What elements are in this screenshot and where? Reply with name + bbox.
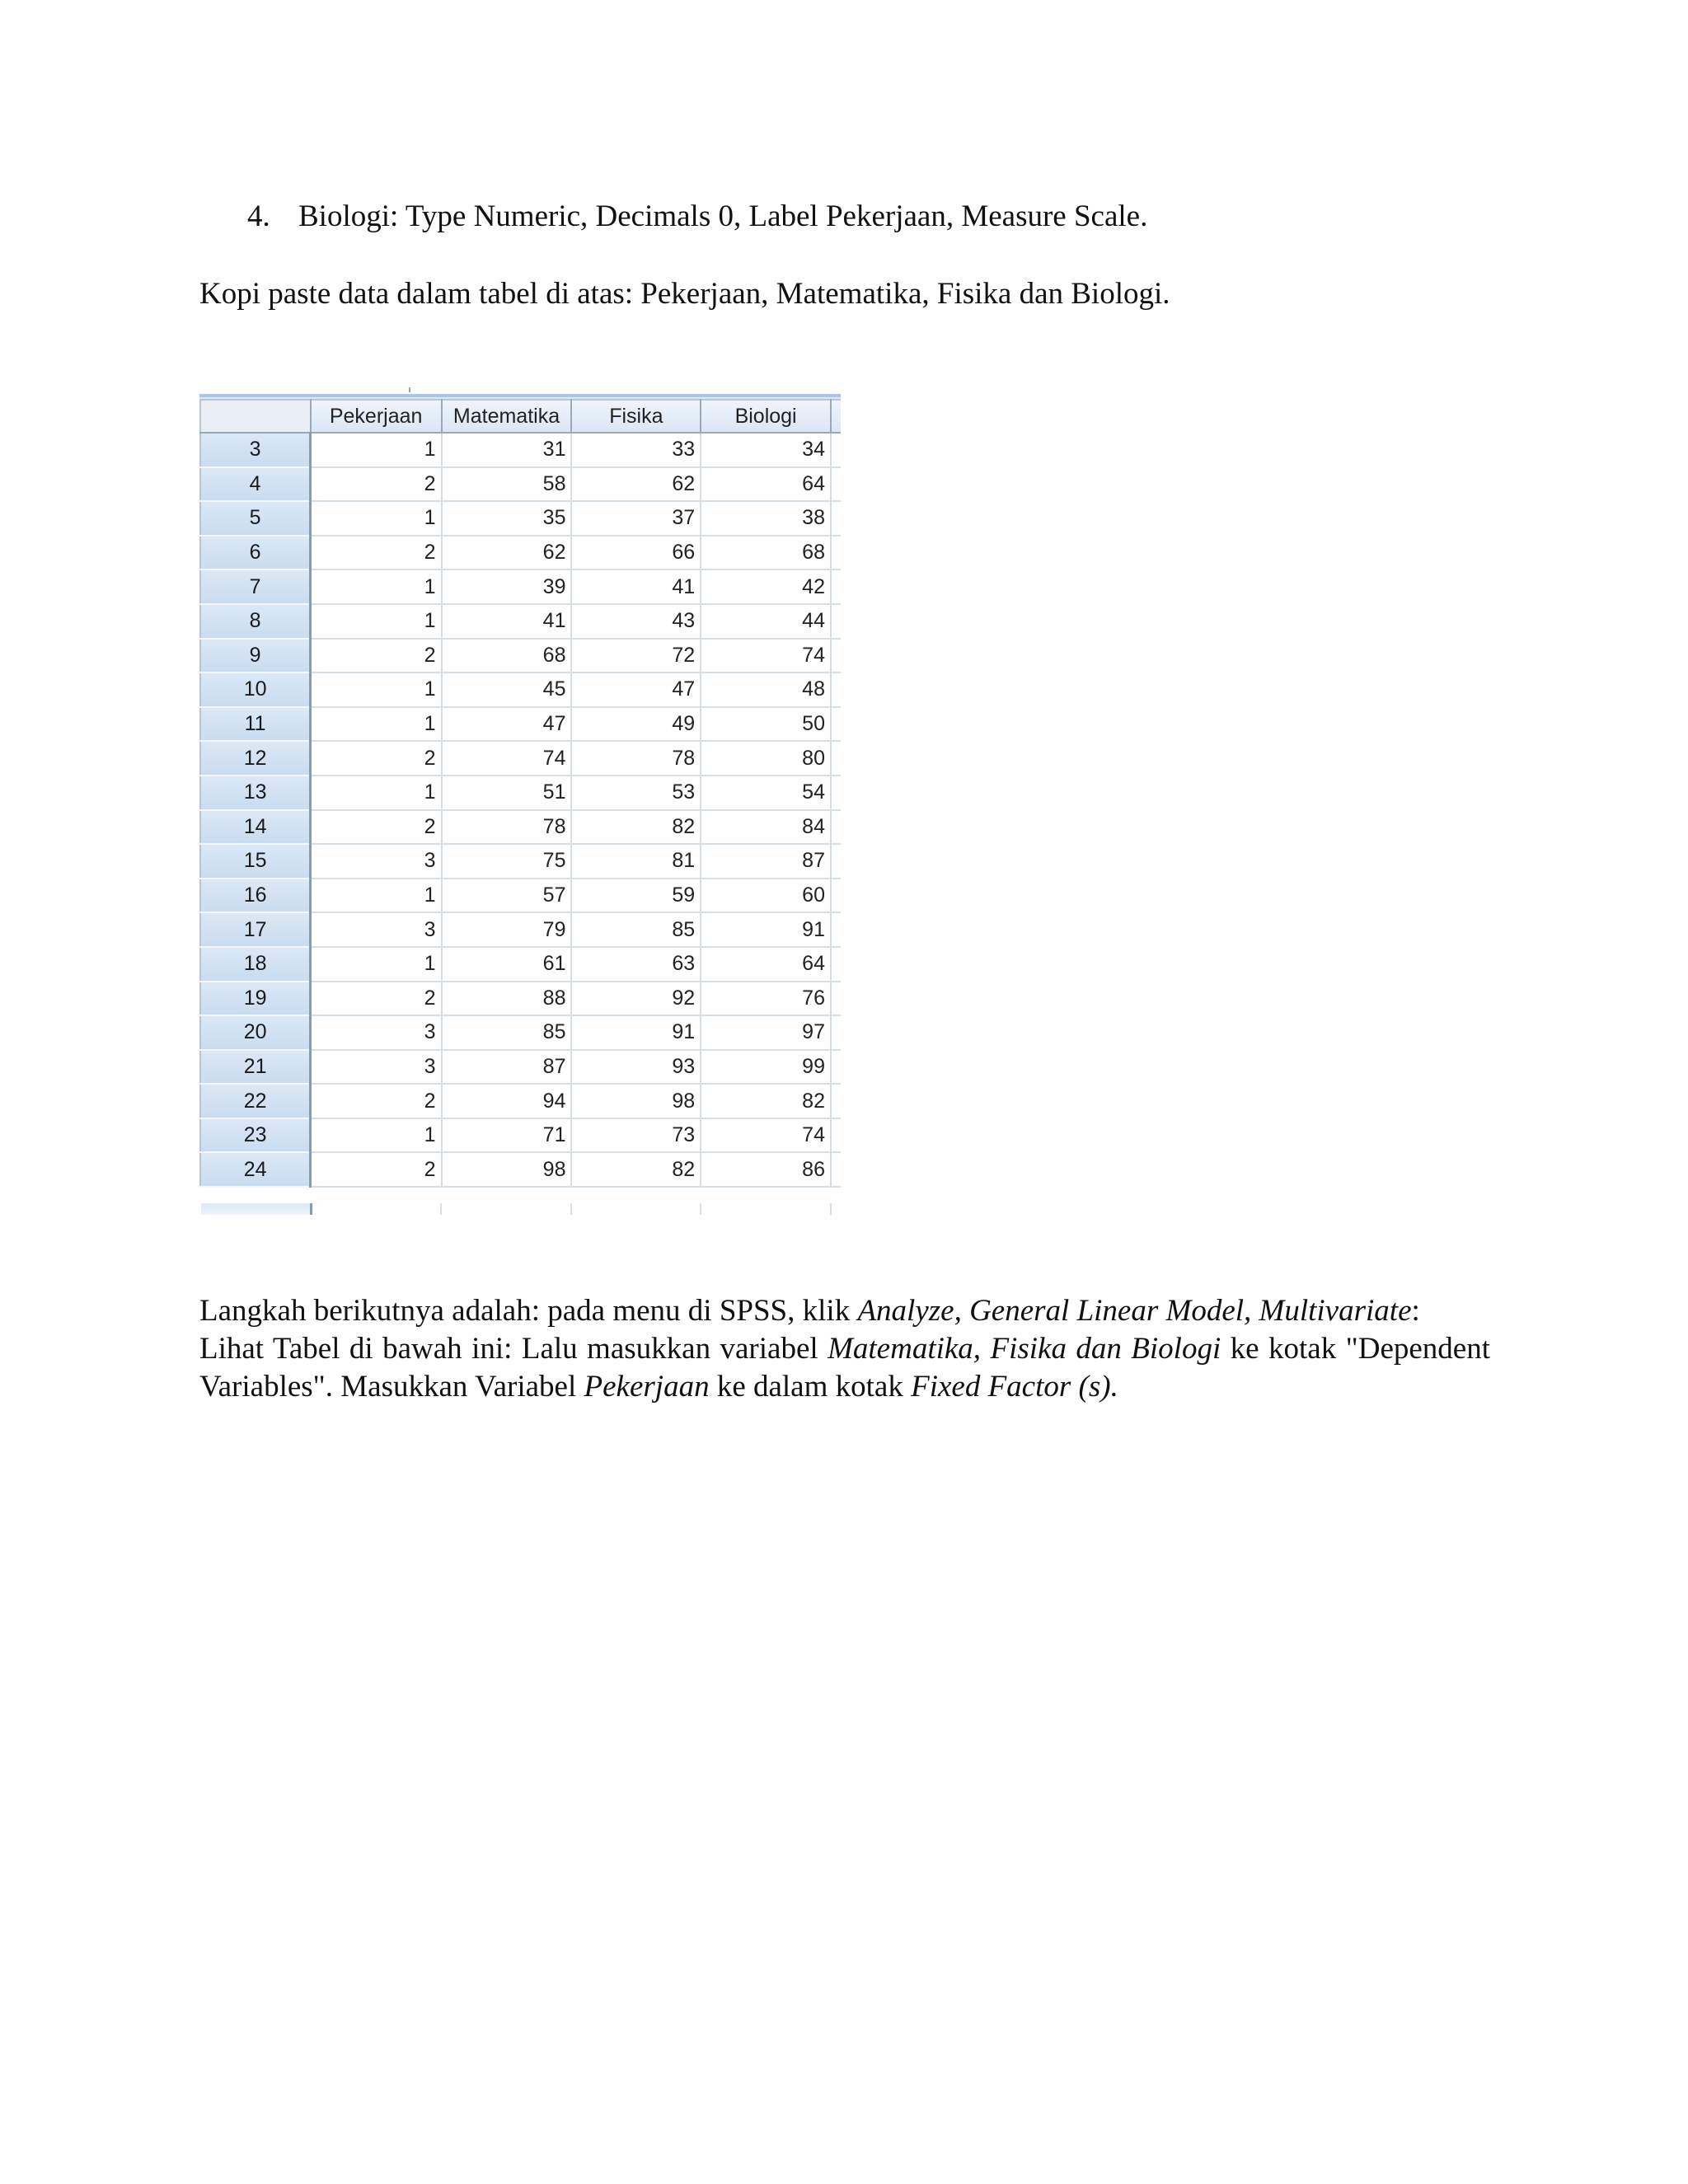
filler-cell xyxy=(831,1152,841,1187)
cell-fisika[interactable]: 49 xyxy=(571,707,701,742)
cell-biologi[interactable]: 54 xyxy=(701,776,831,810)
cell-pekerjaan[interactable]: 2 xyxy=(311,741,442,776)
cell-fisika[interactable]: 82 xyxy=(571,1152,701,1187)
table-row xyxy=(200,433,841,467)
row-number-cell[interactable]: 14 xyxy=(200,810,311,845)
filler-cell xyxy=(831,673,841,707)
header-row xyxy=(200,400,841,433)
filler-cell xyxy=(831,741,841,776)
row-number-cell[interactable]: 23 xyxy=(200,1118,311,1153)
filler-cell xyxy=(831,982,841,1016)
cell-fisika[interactable]: 62 xyxy=(571,467,701,502)
row-number-cell[interactable]: 7 xyxy=(200,569,311,604)
italic-run: Fixed Factor (s). xyxy=(911,1370,1118,1404)
cell-pekerjaan[interactable]: 3 xyxy=(311,1050,442,1085)
filler-cell xyxy=(831,467,841,502)
table-row xyxy=(200,810,841,845)
cell-biologi[interactable]: 34 xyxy=(701,433,831,467)
table-row xyxy=(200,947,841,982)
cell-matematika[interactable]: 35 xyxy=(442,501,572,536)
cell-pekerjaan[interactable]: 1 xyxy=(311,673,442,707)
cell-matematika[interactable]: 79 xyxy=(442,912,572,947)
cell-pekerjaan[interactable]: 2 xyxy=(311,467,442,502)
cell-biologi[interactable]: 76 xyxy=(701,982,831,1016)
cell-pekerjaan[interactable]: 1 xyxy=(311,569,442,604)
cell-matematika[interactable]: 68 xyxy=(442,639,572,673)
filler-cell xyxy=(831,810,841,845)
row-number-cell[interactable]: 9 xyxy=(200,639,311,673)
cell-fisika[interactable]: 92 xyxy=(571,982,701,1016)
cell-pekerjaan[interactable]: 1 xyxy=(311,501,442,536)
cell-pekerjaan[interactable]: 1 xyxy=(311,776,442,810)
table-row xyxy=(200,912,841,947)
list-number: 4. xyxy=(247,199,270,233)
cell-matematika[interactable]: 74 xyxy=(442,741,572,776)
list-item-4 xyxy=(247,196,1147,237)
row-number-cell[interactable]: 6 xyxy=(200,536,311,570)
cell-biologi[interactable]: 60 xyxy=(701,879,831,913)
table-row xyxy=(200,982,841,1016)
cell-fisika[interactable]: 93 xyxy=(571,1050,701,1085)
cell-fisika[interactable]: 33 xyxy=(571,433,701,467)
filler-cell xyxy=(831,776,841,810)
cell-pekerjaan[interactable]: 1 xyxy=(311,1118,442,1153)
cell-matematika[interactable]: 87 xyxy=(442,1050,572,1085)
cell-biologi[interactable]: 64 xyxy=(701,467,831,502)
cell-fisika[interactable]: 73 xyxy=(571,1118,701,1153)
cell-matematika[interactable]: 94 xyxy=(442,1084,572,1118)
cell-matematika[interactable]: 31 xyxy=(442,433,572,467)
corner-cell xyxy=(200,400,311,433)
table-row xyxy=(200,1118,841,1153)
list-item-text: Biologi: Type Numeric, Decimals 0, Label Pekerjaan, Measure Scale. xyxy=(298,199,1148,233)
row-number-cell[interactable]: 10 xyxy=(200,673,311,707)
cell-pekerjaan[interactable]: 2 xyxy=(311,982,442,1016)
row-number-cell[interactable]: 8 xyxy=(200,604,311,639)
filler-cell xyxy=(831,433,841,467)
row-number-cell[interactable]: 20 xyxy=(200,1015,311,1050)
row-number-cell[interactable]: 15 xyxy=(200,844,311,879)
table-row xyxy=(200,604,841,639)
cell-pekerjaan[interactable]: 3 xyxy=(311,844,442,879)
italic-run: Pekerjaan xyxy=(584,1370,710,1404)
cell-pekerjaan[interactable]: 2 xyxy=(311,639,442,673)
cell-matematika[interactable]: 39 xyxy=(442,569,572,604)
cell-biologi[interactable]: 44 xyxy=(701,604,831,639)
table-row xyxy=(200,776,841,810)
cell-matematika[interactable]: 98 xyxy=(442,1152,572,1187)
row-number-cell[interactable]: 18 xyxy=(200,947,311,982)
filler-cell xyxy=(831,1084,841,1118)
cell-fisika[interactable]: 91 xyxy=(571,1015,701,1050)
cell-biologi[interactable]: 99 xyxy=(701,1050,831,1085)
cell-biologi[interactable]: 42 xyxy=(701,569,831,604)
text-run: : xyxy=(1411,1294,1420,1328)
row-number-cell[interactable]: 21 xyxy=(200,1050,311,1085)
row-number-cell[interactable]: 4 xyxy=(200,467,311,502)
cell-biologi[interactable]: 74 xyxy=(701,1118,831,1153)
table-row xyxy=(200,1015,841,1050)
cell-matematika[interactable]: 47 xyxy=(442,707,572,742)
cell-biologi[interactable]: 87 xyxy=(701,844,831,879)
cell-biologi[interactable]: 91 xyxy=(701,912,831,947)
row-number-cell[interactable]: 3 xyxy=(200,433,311,467)
filler-cell xyxy=(831,569,841,604)
cell-pekerjaan[interactable]: 2 xyxy=(311,536,442,570)
cell-matematika[interactable]: 71 xyxy=(442,1118,572,1153)
column-header-next xyxy=(831,400,841,433)
table-row xyxy=(200,467,841,502)
table-row xyxy=(200,879,841,913)
cell-biologi[interactable]: 64 xyxy=(701,947,831,982)
cell-fisika[interactable]: 66 xyxy=(571,536,701,570)
text-run: ke kotak "Dependent Variables". Masukkan Variabel xyxy=(199,1332,1491,1404)
filler-cell xyxy=(831,501,841,536)
table-row xyxy=(200,741,841,776)
cell-matematika[interactable]: 61 xyxy=(442,947,572,982)
cell-matematika[interactable]: 62 xyxy=(442,536,572,570)
italic-run: Analyze, General Linear Model, Multivariate xyxy=(857,1294,1412,1328)
cell-fisika[interactable]: 98 xyxy=(571,1084,701,1118)
cell-fisika[interactable]: 72 xyxy=(571,639,701,673)
filler-cell xyxy=(831,639,841,673)
row-number-cell[interactable]: 11 xyxy=(200,707,311,742)
row-number-cell[interactable]: 19 xyxy=(200,982,311,1016)
cell-biologi[interactable]: 80 xyxy=(701,741,831,776)
cell-biologi[interactable]: 97 xyxy=(701,1015,831,1050)
cell-biologi[interactable]: 86 xyxy=(701,1152,831,1187)
column-header-biologi[interactable]: Biologi xyxy=(701,400,831,433)
paragraph-instructions xyxy=(199,1292,1490,1406)
cell-fisika[interactable]: 43 xyxy=(571,604,701,639)
row-number-cell[interactable]: 12 xyxy=(200,741,311,776)
cell-fisika[interactable]: 37 xyxy=(571,501,701,536)
cell-biologi[interactable]: 48 xyxy=(701,673,831,707)
toolbar-strip xyxy=(199,387,841,399)
cell-matematika[interactable]: 88 xyxy=(442,982,572,1016)
italic-run: Matematika, Fisika dan Biologi xyxy=(828,1332,1221,1366)
cell-matematika[interactable]: 58 xyxy=(442,467,572,502)
column-header-matematika[interactable]: Matematika xyxy=(442,400,572,433)
text-run: ke dalam kotak xyxy=(709,1370,912,1404)
cell-matematika[interactable]: 57 xyxy=(442,879,572,913)
cell-matematika[interactable]: 51 xyxy=(442,776,572,810)
filler-cell xyxy=(831,844,841,879)
cell-pekerjaan[interactable]: 1 xyxy=(311,879,442,913)
row-number-cell[interactable]: 13 xyxy=(200,776,311,810)
column-header-fisika[interactable]: Fisika xyxy=(571,400,701,433)
cell-matematika[interactable]: 41 xyxy=(442,604,572,639)
cell-fisika[interactable]: 82 xyxy=(571,810,701,845)
cell-fisika[interactable]: 47 xyxy=(571,673,701,707)
table-row xyxy=(200,844,841,879)
table-row xyxy=(200,1050,841,1085)
spss-data-grid xyxy=(199,399,841,1188)
cell-pekerjaan[interactable]: 2 xyxy=(311,1084,442,1118)
cell-fisika[interactable]: 78 xyxy=(571,741,701,776)
filler-cell xyxy=(831,1050,841,1085)
cell-fisika[interactable]: 41 xyxy=(571,569,701,604)
table-row xyxy=(200,707,841,742)
row-number-cell[interactable]: 17 xyxy=(200,912,311,947)
filler-cell xyxy=(831,707,841,742)
filler-cell xyxy=(831,1015,841,1050)
spss-data-view-screenshot xyxy=(199,387,841,1218)
table-row xyxy=(200,1152,841,1187)
table-row xyxy=(200,501,841,536)
table-row xyxy=(200,1084,841,1118)
cell-biologi[interactable]: 38 xyxy=(701,501,831,536)
table-row xyxy=(200,639,841,673)
cell-fisika[interactable]: 63 xyxy=(571,947,701,982)
cell-pekerjaan[interactable]: 2 xyxy=(311,810,442,845)
row-number-cell[interactable]: 5 xyxy=(200,501,311,536)
cell-biologi[interactable]: 82 xyxy=(701,1084,831,1118)
cell-biologi[interactable]: 68 xyxy=(701,536,831,570)
paragraph-copy-paste: Kopi paste data dalam tabel di atas: Pekerjaan, Matematika, Fisika dan Biologi. xyxy=(199,277,1170,311)
row-number-cell[interactable]: 16 xyxy=(200,879,311,913)
paragraph-analyze xyxy=(199,1292,1490,1330)
cell-pekerjaan[interactable]: 3 xyxy=(311,912,442,947)
cell-biologi[interactable]: 84 xyxy=(701,810,831,845)
text-run: Langkah berikutnya adalah: pada menu di SPSS, klik xyxy=(199,1294,858,1328)
cell-matematika[interactable]: 85 xyxy=(442,1015,572,1050)
filler-cell xyxy=(831,1118,841,1153)
cell-pekerjaan[interactable]: 1 xyxy=(311,604,442,639)
cell-pekerjaan[interactable]: 1 xyxy=(311,433,442,467)
column-header-pekerjaan[interactable]: Pekerjaan xyxy=(311,400,442,433)
cell-biologi[interactable]: 50 xyxy=(701,707,831,742)
cell-fisika[interactable]: 85 xyxy=(571,912,701,947)
row-number-cell[interactable]: 22 xyxy=(200,1084,311,1118)
cell-pekerjaan[interactable]: 3 xyxy=(311,1015,442,1050)
cell-matematika[interactable]: 45 xyxy=(442,673,572,707)
filler-cell xyxy=(831,912,841,947)
table-row xyxy=(200,673,841,707)
cell-pekerjaan[interactable]: 1 xyxy=(311,947,442,982)
cell-fisika[interactable]: 59 xyxy=(571,879,701,913)
cell-matematika[interactable]: 75 xyxy=(442,844,572,879)
row-number-cell[interactable]: 24 xyxy=(200,1152,311,1187)
cell-pekerjaan[interactable]: 2 xyxy=(311,1152,442,1187)
cell-pekerjaan[interactable]: 1 xyxy=(311,707,442,742)
paragraph-dependent-variables xyxy=(199,1330,1490,1406)
filler-cell xyxy=(831,536,841,570)
cell-biologi[interactable]: 74 xyxy=(701,639,831,673)
table-row xyxy=(200,536,841,570)
filler-cell xyxy=(831,879,841,913)
cell-matematika[interactable]: 78 xyxy=(442,810,572,845)
text-run: Lihat Tabel di bawah ini: Lalu masukkan variabel xyxy=(199,1332,828,1366)
cell-fisika[interactable]: 81 xyxy=(571,844,701,879)
filler-cell xyxy=(831,947,841,982)
partial-row xyxy=(199,1203,841,1218)
table-row xyxy=(200,569,841,604)
cell-fisika[interactable]: 53 xyxy=(571,776,701,810)
filler-cell xyxy=(831,604,841,639)
